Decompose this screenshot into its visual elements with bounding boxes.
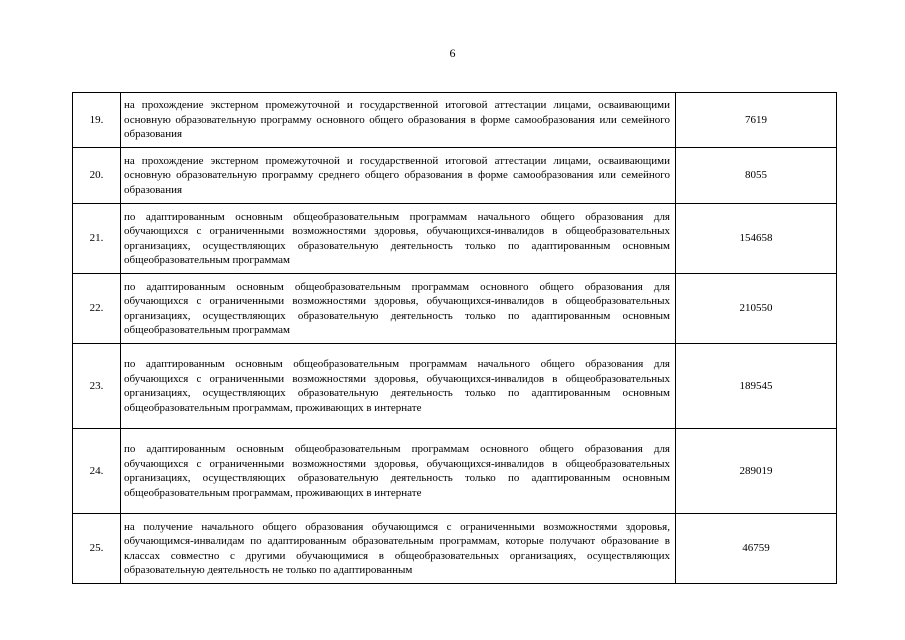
row-description: на прохождение экстерном промежуточной и государственной итоговой аттестации лицами, осваивающими основную образовательную программу среднего общего образования в форме самообразования или семейного образования xyxy=(121,148,676,204)
row-value: 189545 xyxy=(676,344,837,429)
row-value: 289019 xyxy=(676,429,837,514)
row-value: 46759 xyxy=(676,514,837,584)
table-row xyxy=(73,93,837,148)
row-number: 22. xyxy=(73,274,121,344)
table-row xyxy=(73,344,837,429)
tariff-table xyxy=(72,92,837,584)
table-row xyxy=(73,204,837,274)
table-row xyxy=(73,514,837,584)
row-description: на получение начального общего образования обучающимся с ограниченными возможностями здоровья, обучающимся-инвалидам по адаптированным образовательным программам, которые получают образование в классах совместно с другими обучающимися в общеобразовательных организациях, осуществляющих образовательную деятельность не только по адаптированным xyxy=(121,514,676,584)
row-description: по адаптированным основным общеобразовательным программам основного общего образования для обучающихся с ограниченными возможностями здоровья, обучающихся-инвалидов в общеобразовательных организациях, осуществляющих образовательную деятельность только по адаптированным основным общеобразовательным программам, проживающих в интернате xyxy=(121,429,676,514)
row-number: 24. xyxy=(73,429,121,514)
row-value: 8055 xyxy=(676,148,837,204)
row-description: на прохождение экстерном промежуточной и государственной итоговой аттестации лицами, осваивающими основную образовательную программу основного общего образования в форме самообразования или семейного образования xyxy=(121,93,676,148)
row-number: 23. xyxy=(73,344,121,429)
row-value: 210550 xyxy=(676,274,837,344)
row-number: 20. xyxy=(73,148,121,204)
row-value: 154658 xyxy=(676,204,837,274)
row-description: по адаптированным основным общеобразовательным программам начального общего образования для обучающихся с ограниченными возможностями здоровья, обучающихся-инвалидов в общеобразовательных организациях, осуществляющих образовательную деятельность только по адаптированным основным общеобразовательным программам, проживающих в интернате xyxy=(121,344,676,429)
row-value: 7619 xyxy=(676,93,837,148)
row-description: по адаптированным основным общеобразовательным программам начального общего образования для обучающихся с ограниченными возможностями здоровья, обучающихся-инвалидов в общеобразовательных организациях, осуществляющих образовательную деятельность только по адаптированным основным общеобразовательным программам xyxy=(121,204,676,274)
table-row xyxy=(73,429,837,514)
table-row xyxy=(73,148,837,204)
row-number: 21. xyxy=(73,204,121,274)
row-number: 19. xyxy=(73,93,121,148)
row-number: 25. xyxy=(73,514,121,584)
row-description: по адаптированным основным общеобразовательным программам основного общего образования для обучающихся с ограниченными возможностями здоровья, обучающихся-инвалидов в общеобразовательных организациях, осуществляющих образовательную деятельность только по адаптированным основным общеобразовательным программам xyxy=(121,274,676,344)
page-number: 6 xyxy=(449,46,456,60)
table-row xyxy=(73,274,837,344)
